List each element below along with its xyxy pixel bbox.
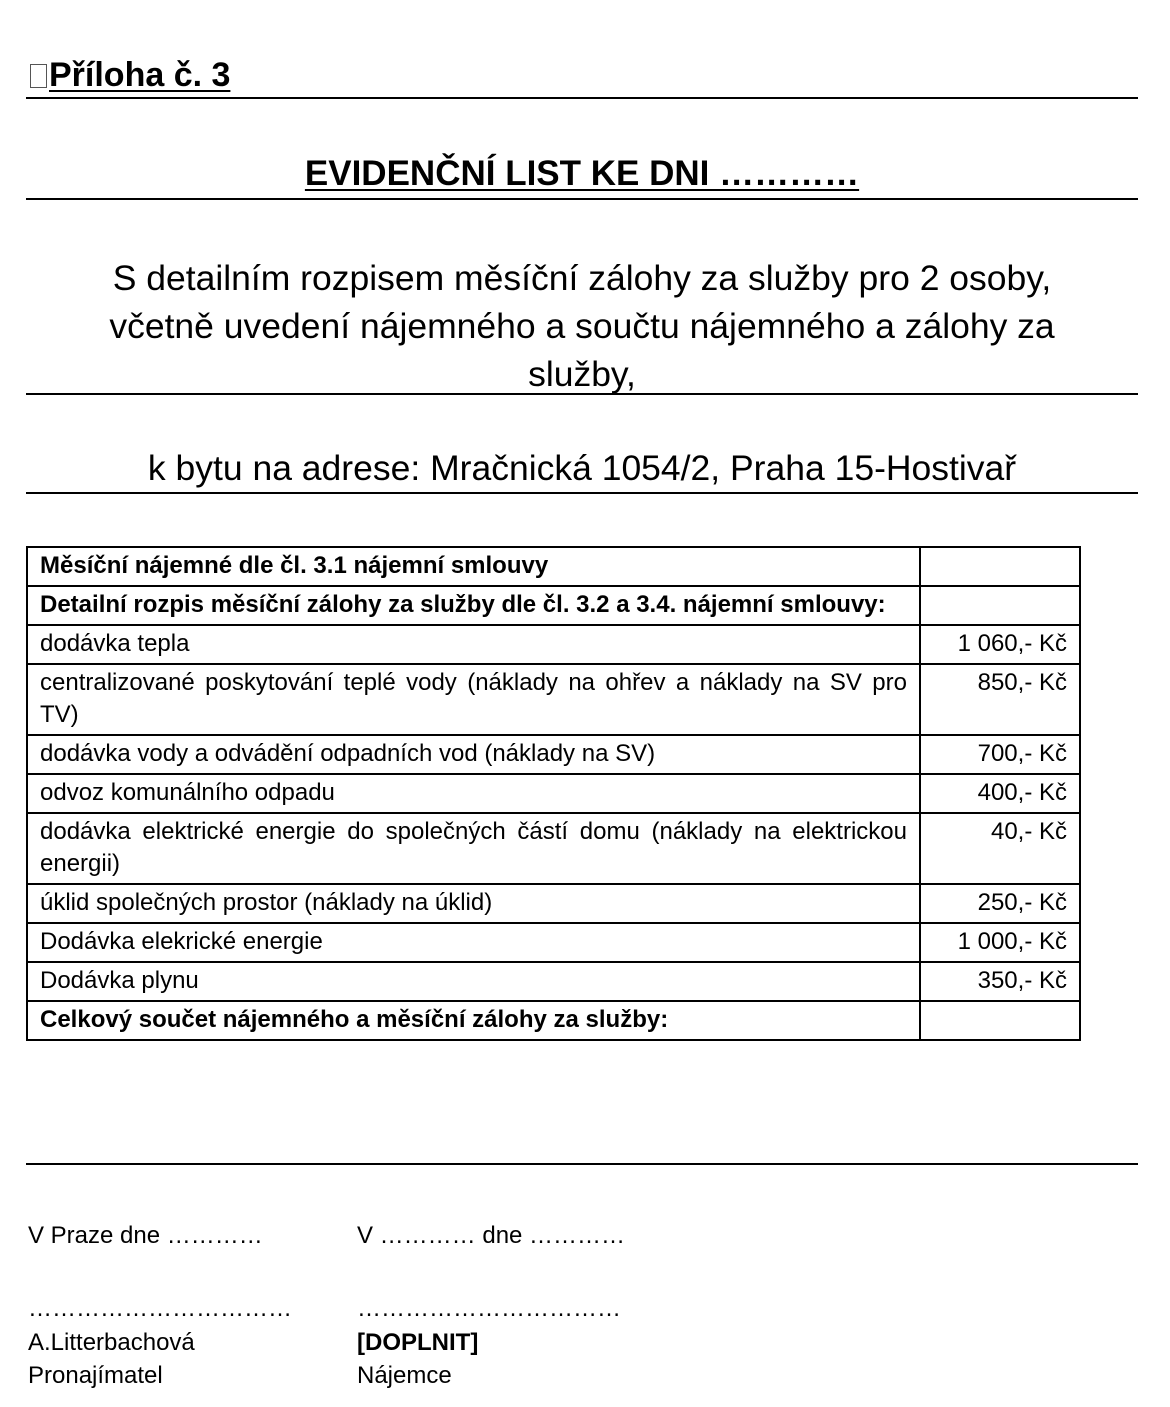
services-table <box>26 546 1081 1041</box>
tenant-role: Nájemce <box>357 1362 452 1389</box>
row-amount: 850,- Kč <box>920 664 1080 735</box>
document-title <box>26 154 1138 194</box>
table-row <box>27 586 1080 625</box>
row-amount: 1 060,- Kč <box>920 625 1080 664</box>
table-row <box>27 923 1080 962</box>
place-date-landlord: V Praze dne ………… <box>28 1222 263 1249</box>
row-amount: 40,- Kč <box>920 813 1080 884</box>
table-row <box>27 962 1080 1001</box>
subtitle-line: S detailním rozpisem měsíční zálohy za služby pro 2 osoby, <box>112 258 1052 298</box>
row-label: Celkový součet nájemného a měsíční zálohy za služby: <box>27 1001 920 1040</box>
services-table-body <box>27 547 1080 1040</box>
divider <box>26 1163 1138 1165</box>
row-amount: 700,- Kč <box>920 735 1080 774</box>
table-row <box>27 664 1080 735</box>
table-row <box>27 625 1080 664</box>
row-amount: 400,- Kč <box>920 774 1080 813</box>
place-date-tenant: V ………… dne ………… <box>357 1222 626 1249</box>
divider <box>26 97 1138 99</box>
row-amount: 1 000,- Kč <box>920 923 1080 962</box>
row-label: Dodávka elekrické energie <box>27 923 920 962</box>
address-line: k bytu na adrese: Mračnická 1054/2, Praha 15-Hostivař <box>147 448 1017 488</box>
row-label: Detailní rozpis měsíční zálohy za služby dle čl. 3.2 a 3.4. nájemní smlouvy: <box>27 586 920 625</box>
divider <box>26 393 1138 395</box>
row-label: dodávka vody a odvádění odpadních vod (náklady na SV) <box>27 735 920 774</box>
row-label: odvoz komunálního odpadu <box>27 774 920 813</box>
divider <box>26 198 1138 200</box>
annex-heading <box>30 56 230 94</box>
row-label: centralizované poskytování teplé vody (náklady na ohřev a náklady na SV pro TV) <box>27 664 920 735</box>
row-amount: 250,- Kč <box>920 884 1080 923</box>
document-title-text: EVIDENČNÍ LIST KE DNI ………… <box>304 154 860 193</box>
row-label: Měsíční nájemné dle čl. 3.1 nájemní smlouvy <box>27 547 920 586</box>
row-amount <box>920 1001 1080 1040</box>
table-row <box>27 774 1080 813</box>
row-label: úklid společných prostor (náklady na úklid) <box>27 884 920 923</box>
subtitle-line: služby, <box>528 354 636 394</box>
tenant-name: [DOPLNIT] <box>357 1329 479 1356</box>
row-label: dodávka tepla <box>27 625 920 664</box>
signature-line-tenant: …………………………… <box>357 1295 621 1322</box>
landlord-name: A.Litterbachová <box>28 1329 195 1356</box>
table-row <box>27 813 1080 884</box>
row-amount: 350,- Kč <box>920 962 1080 1001</box>
subtitle-line: včetně uvedení nájemného a součtu nájemného a zálohy za <box>109 306 1055 346</box>
landlord-role: Pronajímatel <box>28 1362 163 1389</box>
signature-line-landlord: …………………………… <box>28 1295 292 1322</box>
table-row <box>27 735 1080 774</box>
row-amount <box>920 547 1080 586</box>
divider <box>26 492 1138 494</box>
table-row <box>27 1001 1080 1040</box>
table-row <box>27 547 1080 586</box>
checkbox-glyph-icon <box>30 64 47 88</box>
row-label: Dodávka plynu <box>27 962 920 1001</box>
subtitle <box>26 254 1138 398</box>
table-row <box>27 884 1080 923</box>
row-label: dodávka elektrické energie do společných částí domu (náklady na elektrickou energii) <box>27 813 920 884</box>
row-amount <box>920 586 1080 625</box>
annex-title: Příloha č. 3 <box>49 56 231 94</box>
